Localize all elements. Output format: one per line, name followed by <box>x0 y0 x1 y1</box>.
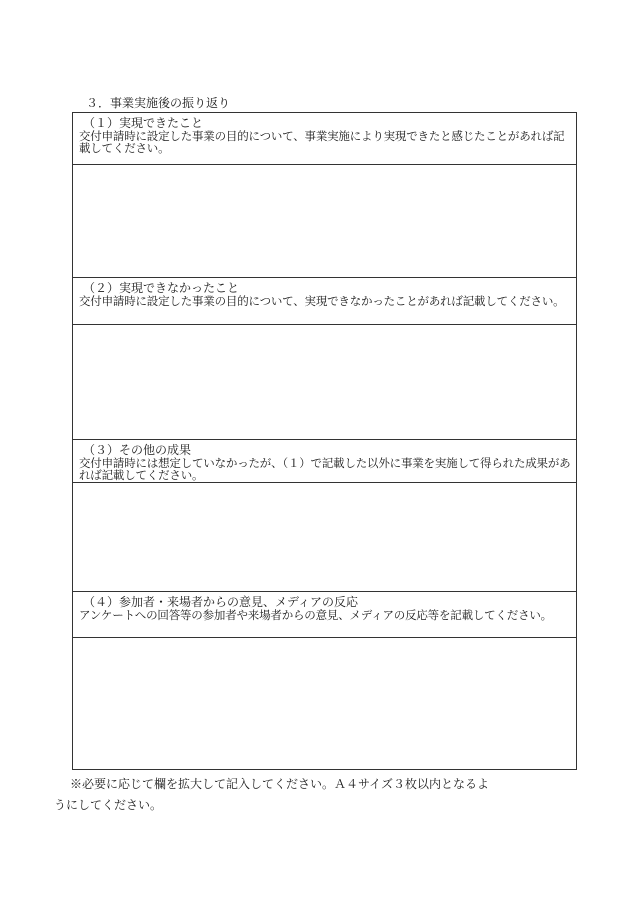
reflection-form-table <box>72 112 577 770</box>
item-description: アンケートへの回答等の参加者や来場者からの意見、メディアの反応等を記載してください。 <box>79 608 552 622</box>
item-not-achieved <box>73 277 576 439</box>
answer-area-other-results[interactable] <box>73 483 576 591</box>
footnote <box>54 774 562 812</box>
item-header <box>73 440 576 483</box>
item-label: （１）実現できたこと <box>83 116 204 130</box>
item-description: 交付申請時には想定していなかったが、（１）で記載した以外に事業を実施して得られた成果があれば記載してください。 <box>79 456 571 482</box>
section-title: ３．事業実施後の振り返り <box>86 96 231 110</box>
item-label: （３）その他の成果 <box>83 443 192 457</box>
item-label: （４）参加者・来場者からの意見、メディアの反応 <box>83 595 359 609</box>
answer-area-feedback[interactable] <box>73 638 576 769</box>
item-label: （２）実現できなかったこと <box>83 281 240 295</box>
item-description: 交付申請時に設定した事業の目的について、実現できなかったことがあれば記載してください。 <box>79 294 565 308</box>
item-achieved <box>73 113 576 277</box>
answer-area-achieved[interactable] <box>73 165 576 277</box>
footnote-line-2: うにしてください。 <box>54 798 163 812</box>
footnote-line-1: ※必要に応じて欄を拡大して記入してください。Ａ４サイズ３枚以内となるよ <box>70 777 490 791</box>
item-header <box>73 592 576 638</box>
item-header <box>73 113 576 165</box>
item-header <box>73 278 576 325</box>
item-other-results <box>73 439 576 591</box>
item-feedback <box>73 591 576 769</box>
answer-area-not-achieved[interactable] <box>73 325 576 439</box>
item-description: 交付申請時に設定した事業の目的について、事業実施により実現できたと感じたことがあれば記載してください。 <box>79 129 565 155</box>
